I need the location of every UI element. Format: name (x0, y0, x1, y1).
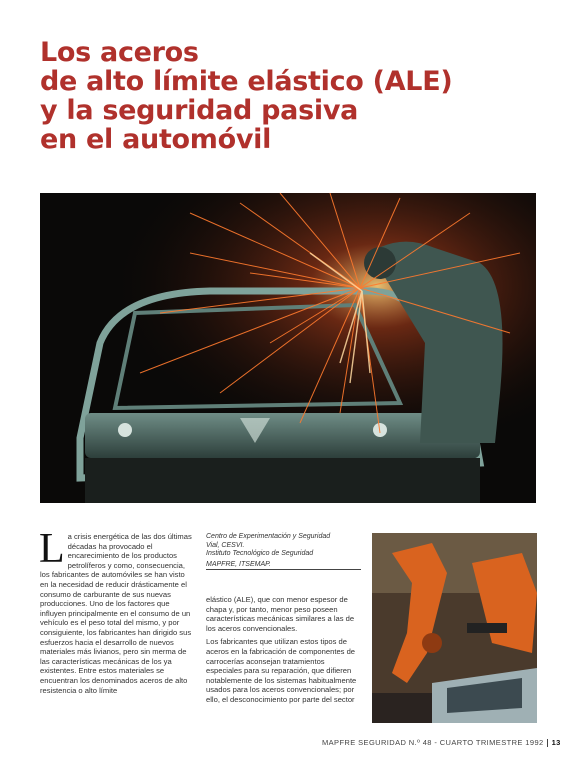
body-column-2 (206, 595, 362, 709)
page-footer (322, 738, 561, 747)
affiliation-line-1: Centro de Experimentación y Seguridad (206, 533, 331, 540)
footer-publication: MAPFRE SEGURIDAD N.º 48 - CUARTO TRIMESTRE 1992 (322, 738, 544, 747)
title-line-1: Los aceros (40, 37, 199, 68)
robot-assembly-photo (372, 533, 537, 723)
title-line-4: en el automóvil (40, 124, 272, 155)
welding-sparks-photo (40, 193, 536, 503)
affiliation-line-2: Vial, CESVI. (206, 541, 245, 549)
page-number: 13 (551, 738, 561, 747)
body-paragraph-1: a crisis energética de las dos últimas décadas ha provocado el encarecimiento de los productos petrolíferos y como, consecuencia, los fabricantes de automóviles se han visto en la necesidad de reducir drásticamente el consumo de carburante de sus nuevas producciones. Uno de los factores que influyen principalmente en el consumo de un vehículo es el peso total del mismo, y por consiguiente, los fabricantes han dirigido sus esfuerzos hacia el desarrollo de nuevos materiales más livianos, pero sin merma de las características mecánicas de los ya existentes. Entre estos materiales se encuentran los denominados aceros de alto resistencia o alto límite (40, 532, 192, 695)
drop-cap: L (39, 526, 65, 572)
body-paragraph-3: Los fabricantes que utilizan estos tipos de aceros en la fabricación de componentes de carrocerías aconsejan tratamientos especiales para su reparación, que difieren notablemente de los sistemas habitualmente usados para los aceros convencionales; por ello, el desconocimiento por parte del sector (206, 637, 357, 704)
title-line-2: de alto límite elástico (ALE) (40, 66, 453, 97)
author-affiliation (206, 533, 361, 570)
affiliation-line-4: MAPFRE, ITSEMAP. (206, 561, 361, 571)
footer-divider (547, 739, 548, 747)
body-column-1 (39, 526, 195, 695)
title-line-3: y la seguridad pasiva (40, 95, 359, 126)
affiliation-line-3: Instituto Tecnológico de Seguridad (206, 550, 314, 558)
article-title (40, 38, 540, 154)
body-paragraph-2: elástico (ALE), que con menor espesor de chapa y, por tanto, menor peso poseen características mecánicas similares a las de los aceros convencionales. (206, 595, 355, 633)
